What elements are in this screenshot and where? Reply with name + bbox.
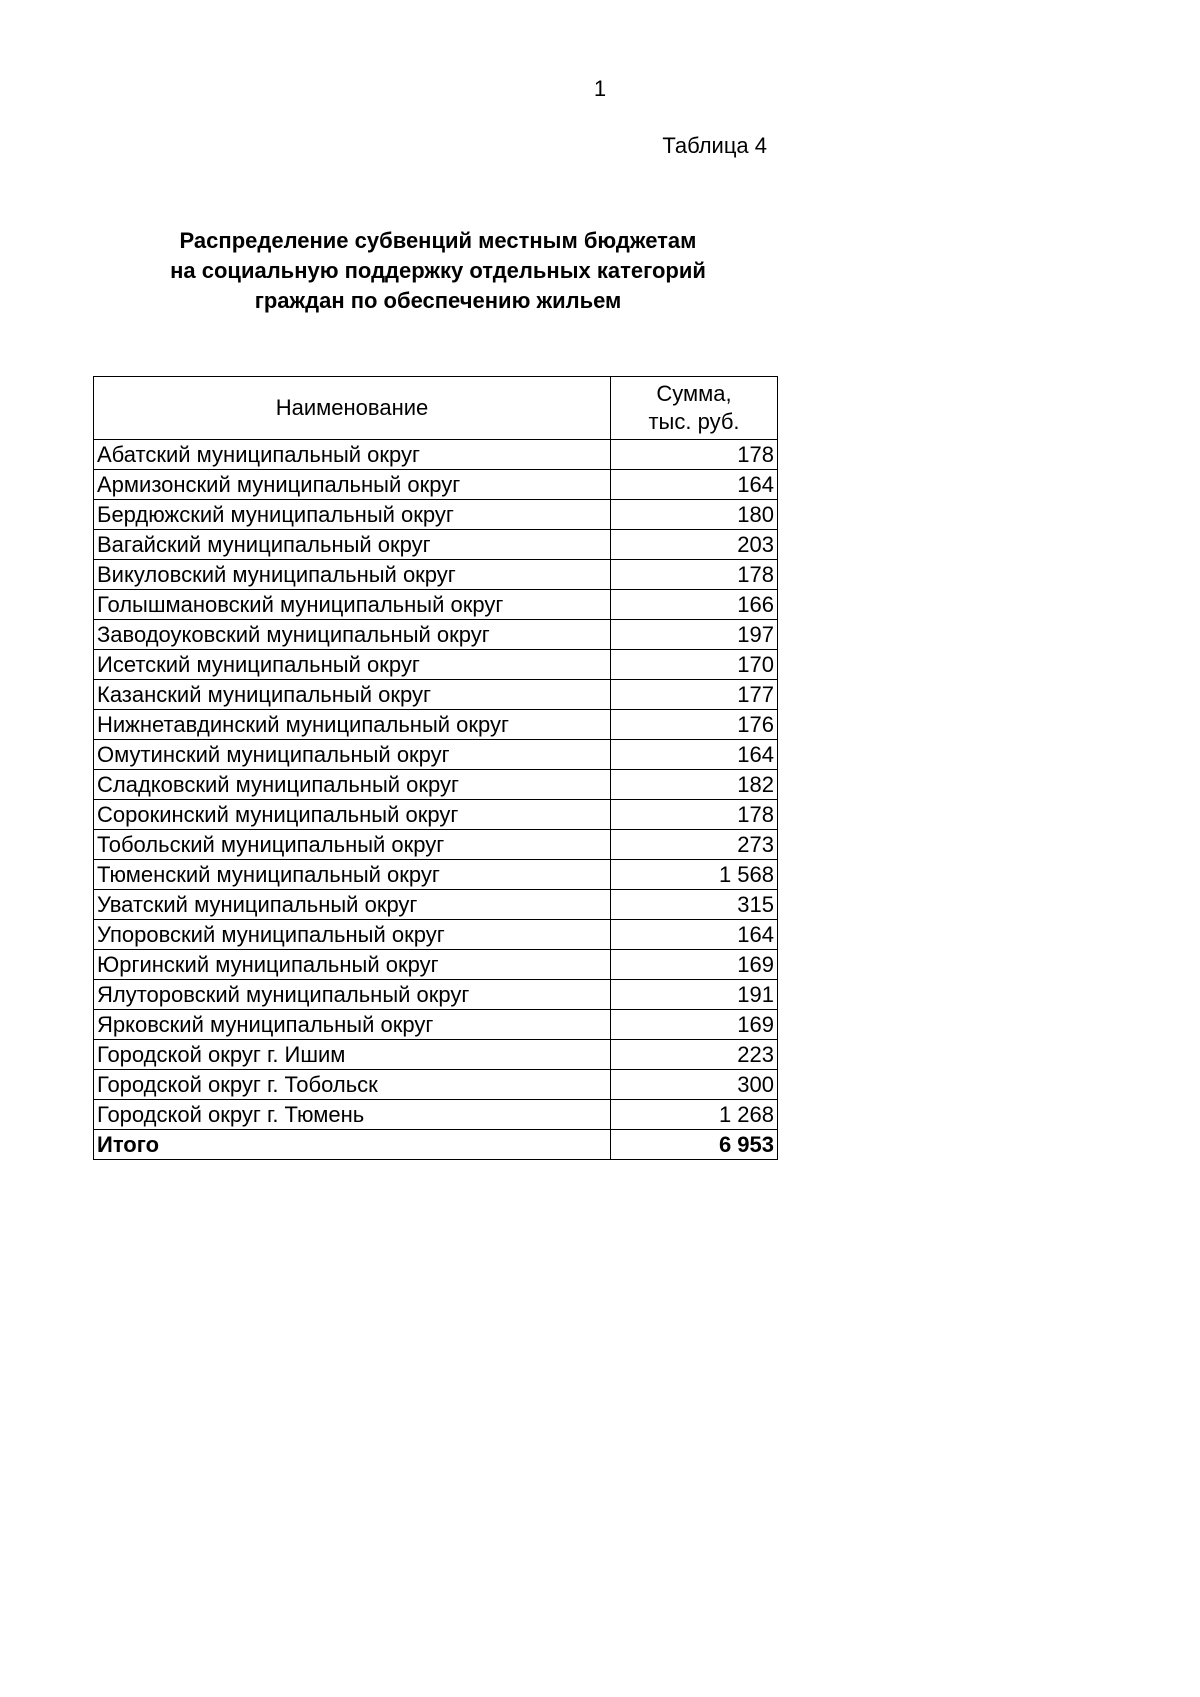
- row-name: Абатский муниципальный округ: [94, 440, 611, 470]
- title-line-3: граждан по обеспечению жильем: [254, 288, 622, 313]
- header-name: Наименование: [94, 377, 611, 440]
- header-amount-line-1: Сумма,: [656, 381, 732, 406]
- row-name: Городской округ г. Тюмень: [94, 1100, 611, 1130]
- row-name: Ялуторовский муниципальный округ: [94, 980, 611, 1010]
- table-row: [94, 920, 778, 950]
- row-amount: 178: [611, 800, 778, 830]
- row-amount: 223: [611, 1040, 778, 1070]
- table-row: [94, 710, 778, 740]
- table-row: [94, 620, 778, 650]
- table-row: [94, 590, 778, 620]
- table-row: [94, 890, 778, 920]
- row-amount: 164: [611, 920, 778, 950]
- row-amount: 176: [611, 710, 778, 740]
- title-line-2: на социальную поддержку отдельных категорий: [170, 258, 706, 283]
- row-name: Юргинский муниципальный округ: [94, 950, 611, 980]
- row-amount: 1 268: [611, 1100, 778, 1130]
- row-amount: 191: [611, 980, 778, 1010]
- row-name: Уватский муниципальный округ: [94, 890, 611, 920]
- row-amount: 169: [611, 1010, 778, 1040]
- row-amount: 182: [611, 770, 778, 800]
- row-amount: 166: [611, 590, 778, 620]
- table-row: [94, 1070, 778, 1100]
- row-name: Нижнетавдинский муниципальный округ: [94, 710, 611, 740]
- header-amount-line-2: тыс. руб.: [648, 409, 740, 434]
- row-amount: 178: [611, 560, 778, 590]
- table-label: Таблица 4: [662, 133, 767, 158]
- row-amount: 1 568: [611, 860, 778, 890]
- table-body: [94, 440, 778, 1160]
- header-amount: [611, 377, 778, 440]
- row-amount: 300: [611, 1070, 778, 1100]
- table-row: [94, 950, 778, 980]
- row-name: Заводоуковский муниципальный округ: [94, 620, 611, 650]
- row-name: Армизонский муниципальный округ: [94, 470, 611, 500]
- total-amount: 6 953: [611, 1130, 778, 1160]
- total-row: [94, 1130, 778, 1160]
- row-name: Сладковский муниципальный округ: [94, 770, 611, 800]
- row-amount: 180: [611, 500, 778, 530]
- table-row: [94, 800, 778, 830]
- row-name: Голышмановский муниципальный округ: [94, 590, 611, 620]
- table-header-row: [94, 377, 778, 440]
- table-row: [94, 1100, 778, 1130]
- table-row: [94, 1040, 778, 1070]
- row-amount: 164: [611, 470, 778, 500]
- row-name: Бердюжский муниципальный округ: [94, 500, 611, 530]
- row-amount: 203: [611, 530, 778, 560]
- table-row: [94, 980, 778, 1010]
- table-row: [94, 1010, 778, 1040]
- row-amount: 177: [611, 680, 778, 710]
- page-number: 1: [593, 76, 607, 101]
- row-amount: 164: [611, 740, 778, 770]
- table-row: [94, 470, 778, 500]
- table-row: [94, 500, 778, 530]
- table-row: [94, 740, 778, 770]
- row-amount: 170: [611, 650, 778, 680]
- table-row: [94, 530, 778, 560]
- document-title: [93, 226, 783, 316]
- table-row: [94, 770, 778, 800]
- row-name: Упоровский муниципальный округ: [94, 920, 611, 950]
- row-name: Казанский муниципальный округ: [94, 680, 611, 710]
- subvention-table: [93, 376, 778, 1160]
- row-name: Вагайский муниципальный округ: [94, 530, 611, 560]
- table-row: [94, 560, 778, 590]
- row-name: Омутинский муниципальный округ: [94, 740, 611, 770]
- row-name: Городской округ г. Ишим: [94, 1040, 611, 1070]
- row-name: Викуловский муниципальный округ: [94, 560, 611, 590]
- total-label: Итого: [94, 1130, 611, 1160]
- table-row: [94, 680, 778, 710]
- row-name: Исетский муниципальный округ: [94, 650, 611, 680]
- row-amount: 273: [611, 830, 778, 860]
- row-name: Городской округ г. Тобольск: [94, 1070, 611, 1100]
- row-amount: 178: [611, 440, 778, 470]
- table-row: [94, 650, 778, 680]
- row-amount: 169: [611, 950, 778, 980]
- row-amount: 197: [611, 620, 778, 650]
- row-name: Тюменский муниципальный округ: [94, 860, 611, 890]
- title-line-1: Распределение субвенций местным бюджетам: [179, 228, 697, 253]
- table-row: [94, 440, 778, 470]
- row-name: Тобольский муниципальный округ: [94, 830, 611, 860]
- row-name: Ярковский муниципальный округ: [94, 1010, 611, 1040]
- table-row: [94, 860, 778, 890]
- row-name: Сорокинский муниципальный округ: [94, 800, 611, 830]
- table-row: [94, 830, 778, 860]
- row-amount: 315: [611, 890, 778, 920]
